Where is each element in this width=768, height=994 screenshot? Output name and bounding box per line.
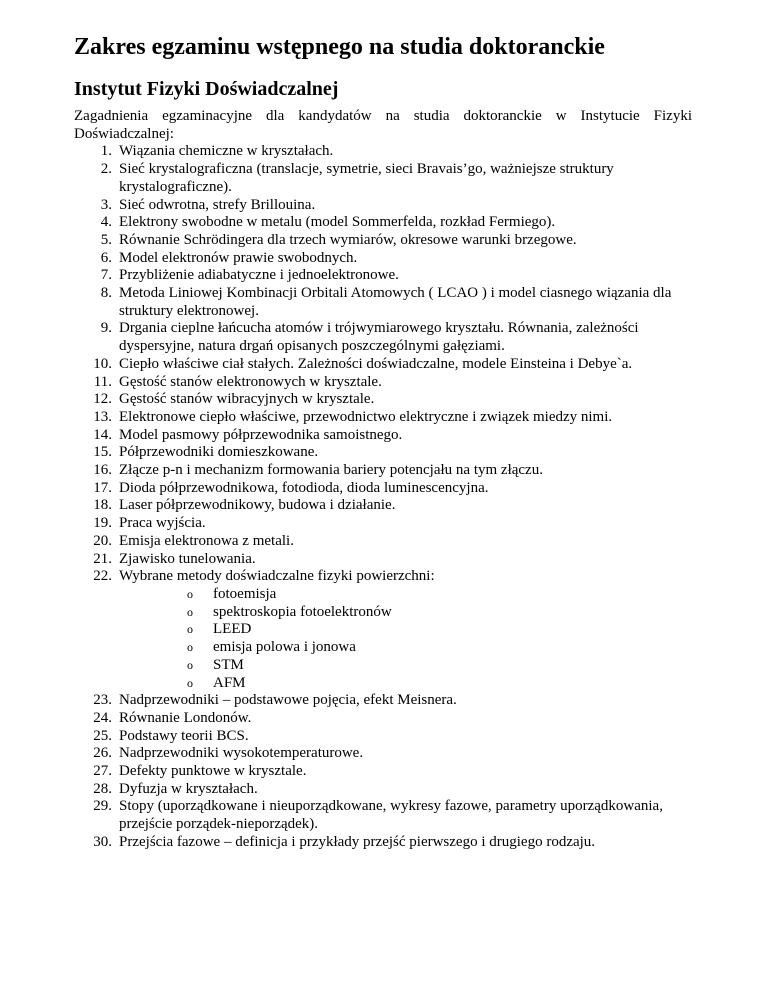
topic-item [74, 515, 692, 533]
topic-text: Elektrony swobodne w metalu (model Sommerfelda, rozkład Fermiego). [119, 214, 556, 231]
topic-number: 11. [93, 373, 112, 390]
topic-item [74, 232, 692, 250]
topic-number: 20. [93, 532, 112, 549]
sub-topic-text: emisja polowa i jonowa [213, 639, 356, 656]
topic-number: 7. [100, 267, 112, 284]
topic-text: Sieć krystalograficzna (translacje, symetrie, sieci Bravais’go, ważniejsze struktury krystalograficzne). [119, 161, 614, 195]
bullet-marker: o [187, 586, 193, 601]
topic-item [74, 462, 692, 480]
topic-text: Wiązania chemiczne w kryształach. [119, 143, 334, 160]
topic-number: 18. [93, 497, 112, 514]
topic-number: 21. [93, 550, 112, 567]
topic-number: 30. [93, 833, 112, 850]
topic-item [74, 427, 692, 445]
topic-number: 12. [93, 391, 112, 408]
topic-item [74, 710, 692, 728]
topic-item [74, 320, 692, 355]
topic-item [74, 728, 692, 746]
sub-topic-item [119, 675, 692, 693]
topic-item [74, 409, 692, 427]
sub-topics-list [119, 586, 692, 692]
topic-number: 14. [93, 426, 112, 443]
topic-number: 25. [93, 727, 112, 744]
topic-text: Laser półprzewodnikowy, budowa i działanie. [119, 497, 396, 514]
topic-item [74, 798, 692, 833]
topic-number: 24. [93, 709, 112, 726]
topic-number: 5. [100, 231, 112, 248]
topic-text: Drgania cieplne łańcucha atomów i trójwymiarowego kryształu. Równania, zależności dyspersyjne, natura drgań opisanych poszczególnymi gałęziami. [119, 320, 639, 355]
topic-item [74, 197, 692, 215]
topic-number: 17. [93, 479, 112, 496]
topic-text: Nadprzewodniki – podstawowe pojęcia, efekt Meisnera. [119, 692, 457, 709]
topic-text: Gęstość stanów elektronowych w krysztale. [119, 373, 382, 390]
topic-item [74, 285, 692, 320]
topic-text: Praca wyjścia. [119, 515, 206, 532]
topic-item [74, 480, 692, 498]
topic-text: Sieć odwrotna, strefy Brillouina. [119, 196, 316, 213]
document-title: Zakres egzaminu wstępnego na studia doktoranckie [74, 34, 605, 60]
topic-text: Nadprzewodniki wysokotemperaturowe. [119, 745, 364, 762]
topic-item [74, 391, 692, 409]
topic-number: 6. [100, 249, 112, 266]
topic-number: 3. [100, 196, 112, 213]
bullet-marker: o [187, 640, 193, 655]
topic-item [74, 568, 692, 692]
topic-text: Elektronowe ciepło właściwe, przewodnictwo elektryczne i związek miedzy nimi. [119, 408, 613, 425]
topic-number: 8. [100, 285, 112, 302]
topic-item [74, 834, 692, 852]
topic-text: Emisja elektronowa z metali. [119, 532, 294, 549]
topic-number: 4. [100, 214, 112, 231]
topic-text: Dioda półprzewodnikowa, fotodioda, dioda luminescencyjna. [119, 479, 489, 496]
topic-text: Ciepło właściwe ciał stałych. Zależności doświadczalne, modele Einsteina i Debye`a. [119, 355, 633, 372]
topic-item [74, 214, 692, 232]
topic-text: Model elektronów prawie swobodnych. [119, 249, 358, 266]
bullet-marker: o [187, 657, 193, 672]
topic-number: 22. [93, 568, 112, 585]
topic-item [74, 533, 692, 551]
topic-number: 27. [93, 763, 112, 780]
topic-text: Gęstość stanów wibracyjnych w krysztale. [119, 391, 375, 408]
topic-text: Półprzewodniki domieszkowane. [119, 444, 319, 461]
topic-text: Zjawisko tunelowania. [119, 550, 256, 567]
topic-text: Model pasmowy półprzewodnika samoistnego. [119, 426, 403, 443]
topic-number: 10. [93, 355, 112, 372]
topic-item [74, 374, 692, 392]
topic-text: Złącze p-n i mechanizm formowania bariery potencjału na tym złączu. [119, 462, 543, 479]
bullet-marker: o [187, 675, 193, 690]
topic-item [74, 781, 692, 799]
topics-list [74, 143, 692, 851]
topic-number: 9. [100, 320, 112, 337]
topic-text: Przybliżenie adiabatyczne i jednoelektronowe. [119, 267, 399, 284]
topic-item [74, 267, 692, 285]
topic-number: 15. [93, 444, 112, 461]
topic-number: 13. [93, 408, 112, 425]
topic-number: 19. [93, 515, 112, 532]
topic-item [74, 745, 692, 763]
topic-item [74, 497, 692, 515]
topic-number: 2. [100, 161, 112, 178]
sub-topic-text: fotoemisja [213, 585, 277, 602]
topic-text: Podstawy teorii BCS. [119, 727, 249, 744]
topic-number: 16. [93, 462, 112, 479]
topic-item [74, 444, 692, 462]
topic-text: Dyfuzja w kryształach. [119, 780, 258, 797]
sub-topic-item [119, 657, 692, 675]
topic-item [74, 551, 692, 569]
topic-number: 23. [93, 692, 112, 709]
topic-text: Stopy (uporządkowane i nieuporządkowane, wykresy fazowe, parametry uporządkowania, przejście porządek-nieporządek). [119, 798, 663, 833]
sub-topic-text: spektroskopia fotoelektronów [213, 603, 392, 620]
topic-number: 28. [93, 780, 112, 797]
sub-topic-item [119, 586, 692, 604]
bullet-marker: o [187, 604, 193, 619]
sub-topic-item [119, 604, 692, 622]
topic-text: Przejścia fazowe – definicja i przykłady przejść pierwszego i drugiego rodzaju. [119, 833, 596, 850]
topic-number: 26. [93, 745, 112, 762]
topic-text: Wybrane metody doświadczalne fizyki powierzchni: [119, 568, 435, 585]
topic-number: 1. [100, 143, 112, 160]
sub-topic-item [119, 639, 692, 657]
topic-text: Równanie Londonów. [119, 709, 252, 726]
sub-topic-text: LEED [213, 621, 252, 638]
topic-item [74, 161, 692, 196]
topic-item [74, 356, 692, 374]
intro-paragraph: Zagadnienia egzaminacyjne dla kandydatów na studia doktoranckie w Instytucie Fizyki Doświadczalnej: [74, 108, 692, 142]
bullet-marker: o [187, 622, 193, 637]
sub-topic-text: STM [213, 656, 244, 673]
topic-text: Defekty punktowe w krysztale. [119, 763, 307, 780]
document-subtitle: Instytut Fizyki Doświadczalnej [74, 78, 339, 100]
topic-number: 29. [93, 798, 112, 815]
sub-topic-text: AFM [213, 674, 246, 691]
topic-item [74, 763, 692, 781]
topic-item [74, 692, 692, 710]
topic-item [74, 250, 692, 268]
topic-text: Równanie Schrödingera dla trzech wymiarów, okresowe warunki brzegowe. [119, 231, 577, 248]
sub-topic-item [119, 621, 692, 639]
topic-item [74, 143, 692, 161]
topic-text: Metoda Liniowej Kombinacji Orbitali Atomowych ( LCAO ) i model ciasnego wiązania dla struktury elektronowej. [119, 285, 672, 319]
